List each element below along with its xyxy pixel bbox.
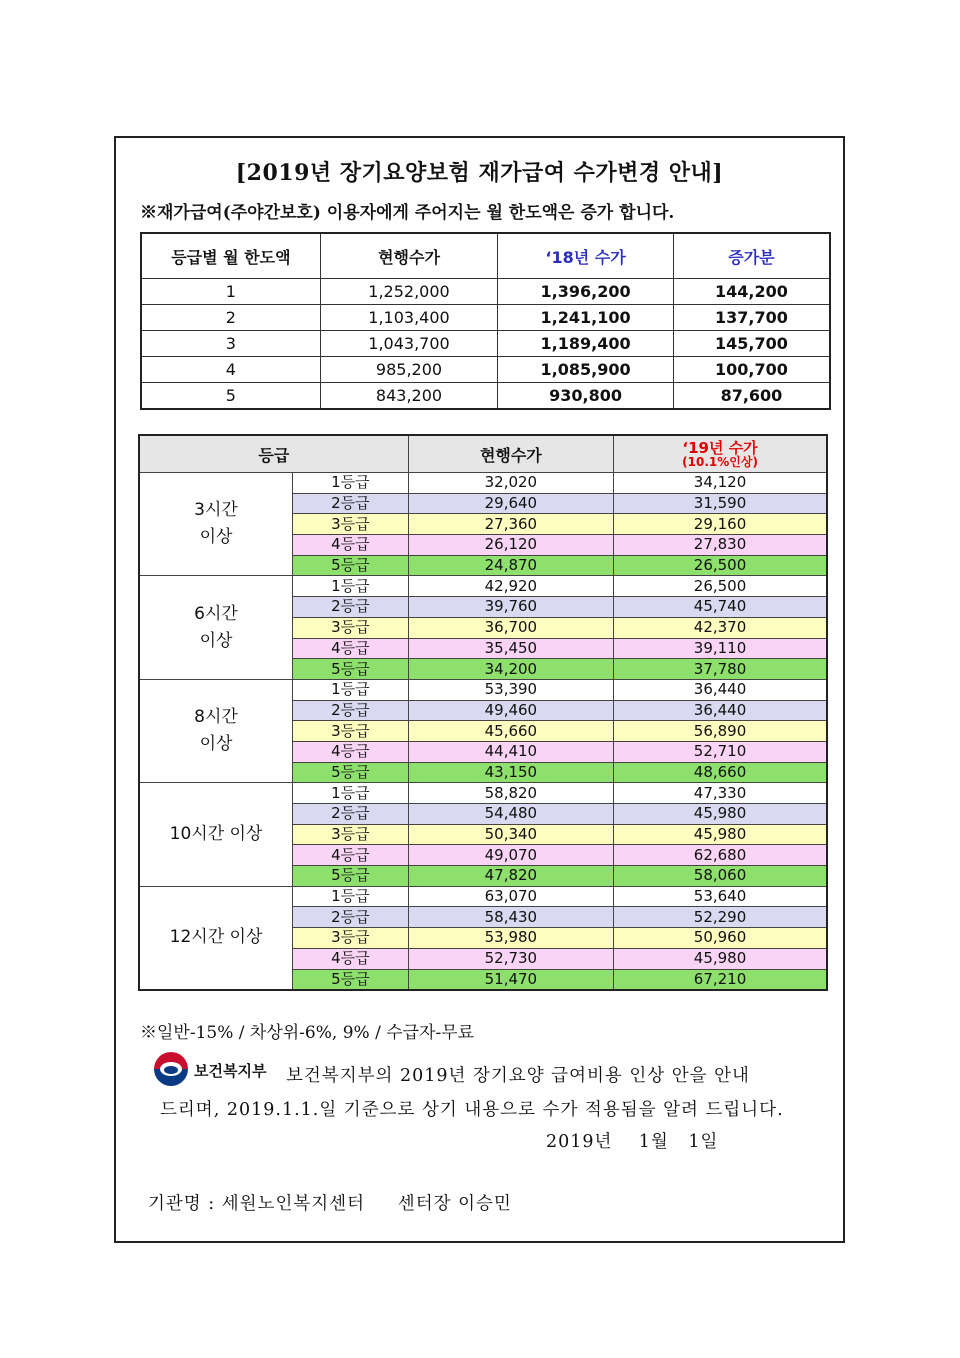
current-rate-cell: 35,450	[408, 638, 613, 659]
organization-signature: 기관명 : 세원노인복지센터 센터장 이승민	[148, 1194, 512, 1214]
rate-18-cell: 1,396,200	[498, 279, 674, 305]
table-row	[141, 305, 830, 331]
paragraph-line-1: 보건복지부의 2019년 장기요양 급여비용 인상 안을 안내	[286, 1066, 750, 1086]
grade-level-cell: 2등급	[293, 804, 409, 825]
grade-level-cell: 1등급	[293, 679, 409, 700]
notice-frame	[114, 136, 845, 1243]
grade-cell: 1	[141, 279, 320, 305]
current-rate-cell: 29,640	[408, 493, 613, 514]
current-rate-cell: 49,460	[408, 700, 613, 721]
rate-19-cell: 62,680	[614, 845, 827, 866]
copay-footnote: ※일반-15% / 차상위-6%, 9% / 수급자-무료	[140, 1023, 475, 1043]
duration-group-label	[139, 679, 293, 782]
current-rate-cell: 42,920	[408, 576, 613, 597]
col-header-grade: 등급	[139, 435, 408, 473]
duration-label-line-2: 이상	[199, 734, 233, 755]
grade-level-cell: 4등급	[293, 535, 409, 556]
grade-level-cell: 3등급	[293, 617, 409, 638]
rate-19-cell: 45,740	[614, 597, 827, 618]
rate-18-cell: 1,085,900	[498, 357, 674, 383]
current-rate-cell: 843,200	[320, 383, 498, 410]
table-row	[139, 886, 827, 907]
grade-level-cell: 2등급	[293, 907, 409, 928]
grade-level-cell: 5등급	[293, 969, 409, 990]
duration-label-line-1: 3시간	[194, 500, 238, 521]
duration-label-line-2: 이상	[199, 527, 233, 548]
current-rate-cell: 47,820	[408, 866, 613, 887]
header-increase-note: (10.1%인상)	[682, 454, 758, 469]
rate-19-cell: 29,160	[614, 514, 827, 535]
duration-label-line-1: 12시간 이상	[169, 927, 263, 948]
current-rate-cell: 43,150	[408, 762, 613, 783]
current-rate-cell: 1,103,400	[320, 305, 498, 331]
grade-level-cell: 3등급	[293, 928, 409, 949]
rate-19-cell: 26,500	[614, 555, 827, 576]
grade-cell: 4	[141, 357, 320, 383]
grade-cell: 2	[141, 305, 320, 331]
col-header-grade-limit: 등급별 월 한도액	[141, 233, 320, 279]
current-rate-cell: 53,980	[408, 928, 613, 949]
current-rate-cell: 58,820	[408, 783, 613, 804]
current-rate-cell: 39,760	[408, 597, 613, 618]
current-rate-cell: 26,120	[408, 535, 613, 556]
current-rate-cell: 24,870	[408, 555, 613, 576]
grade-level-cell: 4등급	[293, 741, 409, 762]
rate-19-cell: 42,370	[614, 617, 827, 638]
current-rate-cell: 54,480	[408, 804, 613, 825]
current-rate-cell: 49,070	[408, 845, 613, 866]
current-rate-cell: 51,470	[408, 969, 613, 990]
grade-level-cell: 3등급	[293, 514, 409, 535]
grade-level-cell: 4등급	[293, 638, 409, 659]
rate-19-cell: 47,330	[614, 783, 827, 804]
duration-label-line-1: 6시간	[194, 603, 238, 624]
rate-19-cell: 52,290	[614, 907, 827, 928]
current-rate-cell: 1,252,000	[320, 279, 498, 305]
grade-level-cell: 1등급	[293, 886, 409, 907]
table-header-row	[141, 233, 830, 279]
grade-level-cell: 5등급	[293, 762, 409, 783]
increase-cell: 145,700	[673, 331, 830, 357]
rate-19-cell: 48,660	[614, 762, 827, 783]
current-rate-cell: 44,410	[408, 741, 613, 762]
grade-level-cell: 1등급	[293, 783, 409, 804]
current-rate-cell: 1,043,700	[320, 331, 498, 357]
rate-19-cell: 58,060	[614, 866, 827, 887]
grade-level-cell: 1등급	[293, 473, 409, 494]
rate-19-cell: 36,440	[614, 679, 827, 700]
rate-19-cell: 45,980	[614, 804, 827, 825]
subnote: ※재가급여(주야간보호) 이용자에게 주어지는 월 한도액은 증가 합니다.	[140, 203, 675, 223]
grade-level-cell: 3등급	[293, 721, 409, 742]
current-rate-cell: 50,340	[408, 824, 613, 845]
grade-level-cell: 4등급	[293, 948, 409, 969]
table-row	[139, 783, 827, 804]
rate-19-cell: 52,710	[614, 741, 827, 762]
grade-cell: 3	[141, 331, 320, 357]
current-rate-cell: 985,200	[320, 357, 498, 383]
duration-group-label	[139, 576, 293, 679]
current-rate-cell: 32,020	[408, 473, 613, 494]
table-row	[141, 357, 830, 383]
grade-level-cell: 5등급	[293, 866, 409, 887]
col-header-19-rate	[614, 435, 827, 473]
rate-19-cell: 50,960	[614, 928, 827, 949]
table-row	[139, 679, 827, 700]
monthly-limit-table	[140, 232, 831, 410]
col-header-18-rate: ‘18년 수가	[498, 233, 674, 279]
current-rate-cell: 63,070	[408, 886, 613, 907]
rate-19-cell: 45,980	[614, 824, 827, 845]
rate-19-cell: 53,640	[614, 886, 827, 907]
rate-19-cell: 39,110	[614, 638, 827, 659]
table-row	[139, 576, 827, 597]
duration-label-line-2: 이상	[199, 630, 233, 651]
current-rate-cell: 34,200	[408, 659, 613, 680]
rate-19-cell: 56,890	[614, 721, 827, 742]
paragraph-line-2: 드리며, 2019.1.1.일 기준으로 상기 내용으로 수가 적용됨을 알려 드립니다.	[160, 1100, 784, 1120]
duration-label-line-1: 8시간	[194, 707, 238, 728]
rate-19-cell: 34,120	[614, 473, 827, 494]
rate-19-cell: 45,980	[614, 948, 827, 969]
rate-18-cell: 930,800	[498, 383, 674, 410]
table-row	[139, 473, 827, 494]
table-row	[141, 383, 830, 410]
duration-group-label	[139, 473, 293, 576]
fee-table	[138, 434, 828, 991]
increase-cell: 144,200	[673, 279, 830, 305]
rate-19-cell: 26,500	[614, 576, 827, 597]
grade-level-cell: 2등급	[293, 700, 409, 721]
ministry-name: 보건복지부	[194, 1062, 267, 1080]
table-header-row	[139, 435, 827, 473]
header-19-rate-label: ‘19년 수가	[682, 438, 758, 457]
rate-18-cell: 1,189,400	[498, 331, 674, 357]
increase-cell: 100,700	[673, 357, 830, 383]
col-header-increase: 증가분	[673, 233, 830, 279]
grade-level-cell: 5등급	[293, 659, 409, 680]
rate-18-cell: 1,241,100	[498, 305, 674, 331]
current-rate-cell: 27,360	[408, 514, 613, 535]
increase-cell: 137,700	[673, 305, 830, 331]
rate-19-cell: 67,210	[614, 969, 827, 990]
duration-group-label	[139, 886, 293, 990]
grade-cell: 5	[141, 383, 320, 410]
table-row	[141, 331, 830, 357]
notice-date: 2019년 1월 1일	[546, 1132, 719, 1152]
current-rate-cell: 52,730	[408, 948, 613, 969]
current-rate-cell: 53,390	[408, 679, 613, 700]
current-rate-cell: 58,430	[408, 907, 613, 928]
current-rate-cell: 36,700	[408, 617, 613, 638]
grade-level-cell: 3등급	[293, 824, 409, 845]
grade-level-cell: 5등급	[293, 555, 409, 576]
notice-title: [2019년 장기요양보험 재가급여 수가변경 안내]	[235, 160, 724, 186]
duration-label-line-1: 10시간 이상	[169, 824, 263, 845]
grade-level-cell: 4등급	[293, 845, 409, 866]
rate-19-cell: 36,440	[614, 700, 827, 721]
duration-group-label	[139, 783, 293, 886]
rate-19-cell: 27,830	[614, 535, 827, 556]
increase-cell: 87,600	[673, 383, 830, 410]
current-rate-cell: 45,660	[408, 721, 613, 742]
grade-level-cell: 2등급	[293, 597, 409, 618]
grade-level-cell: 2등급	[293, 493, 409, 514]
rate-19-cell: 31,590	[614, 493, 827, 514]
ministry-logo-icon	[154, 1052, 188, 1086]
grade-level-cell: 1등급	[293, 576, 409, 597]
col-header-current: 현행수가	[408, 435, 613, 473]
col-header-current: 현행수가	[320, 233, 498, 279]
table-row	[141, 279, 830, 305]
rate-19-cell: 37,780	[614, 659, 827, 680]
